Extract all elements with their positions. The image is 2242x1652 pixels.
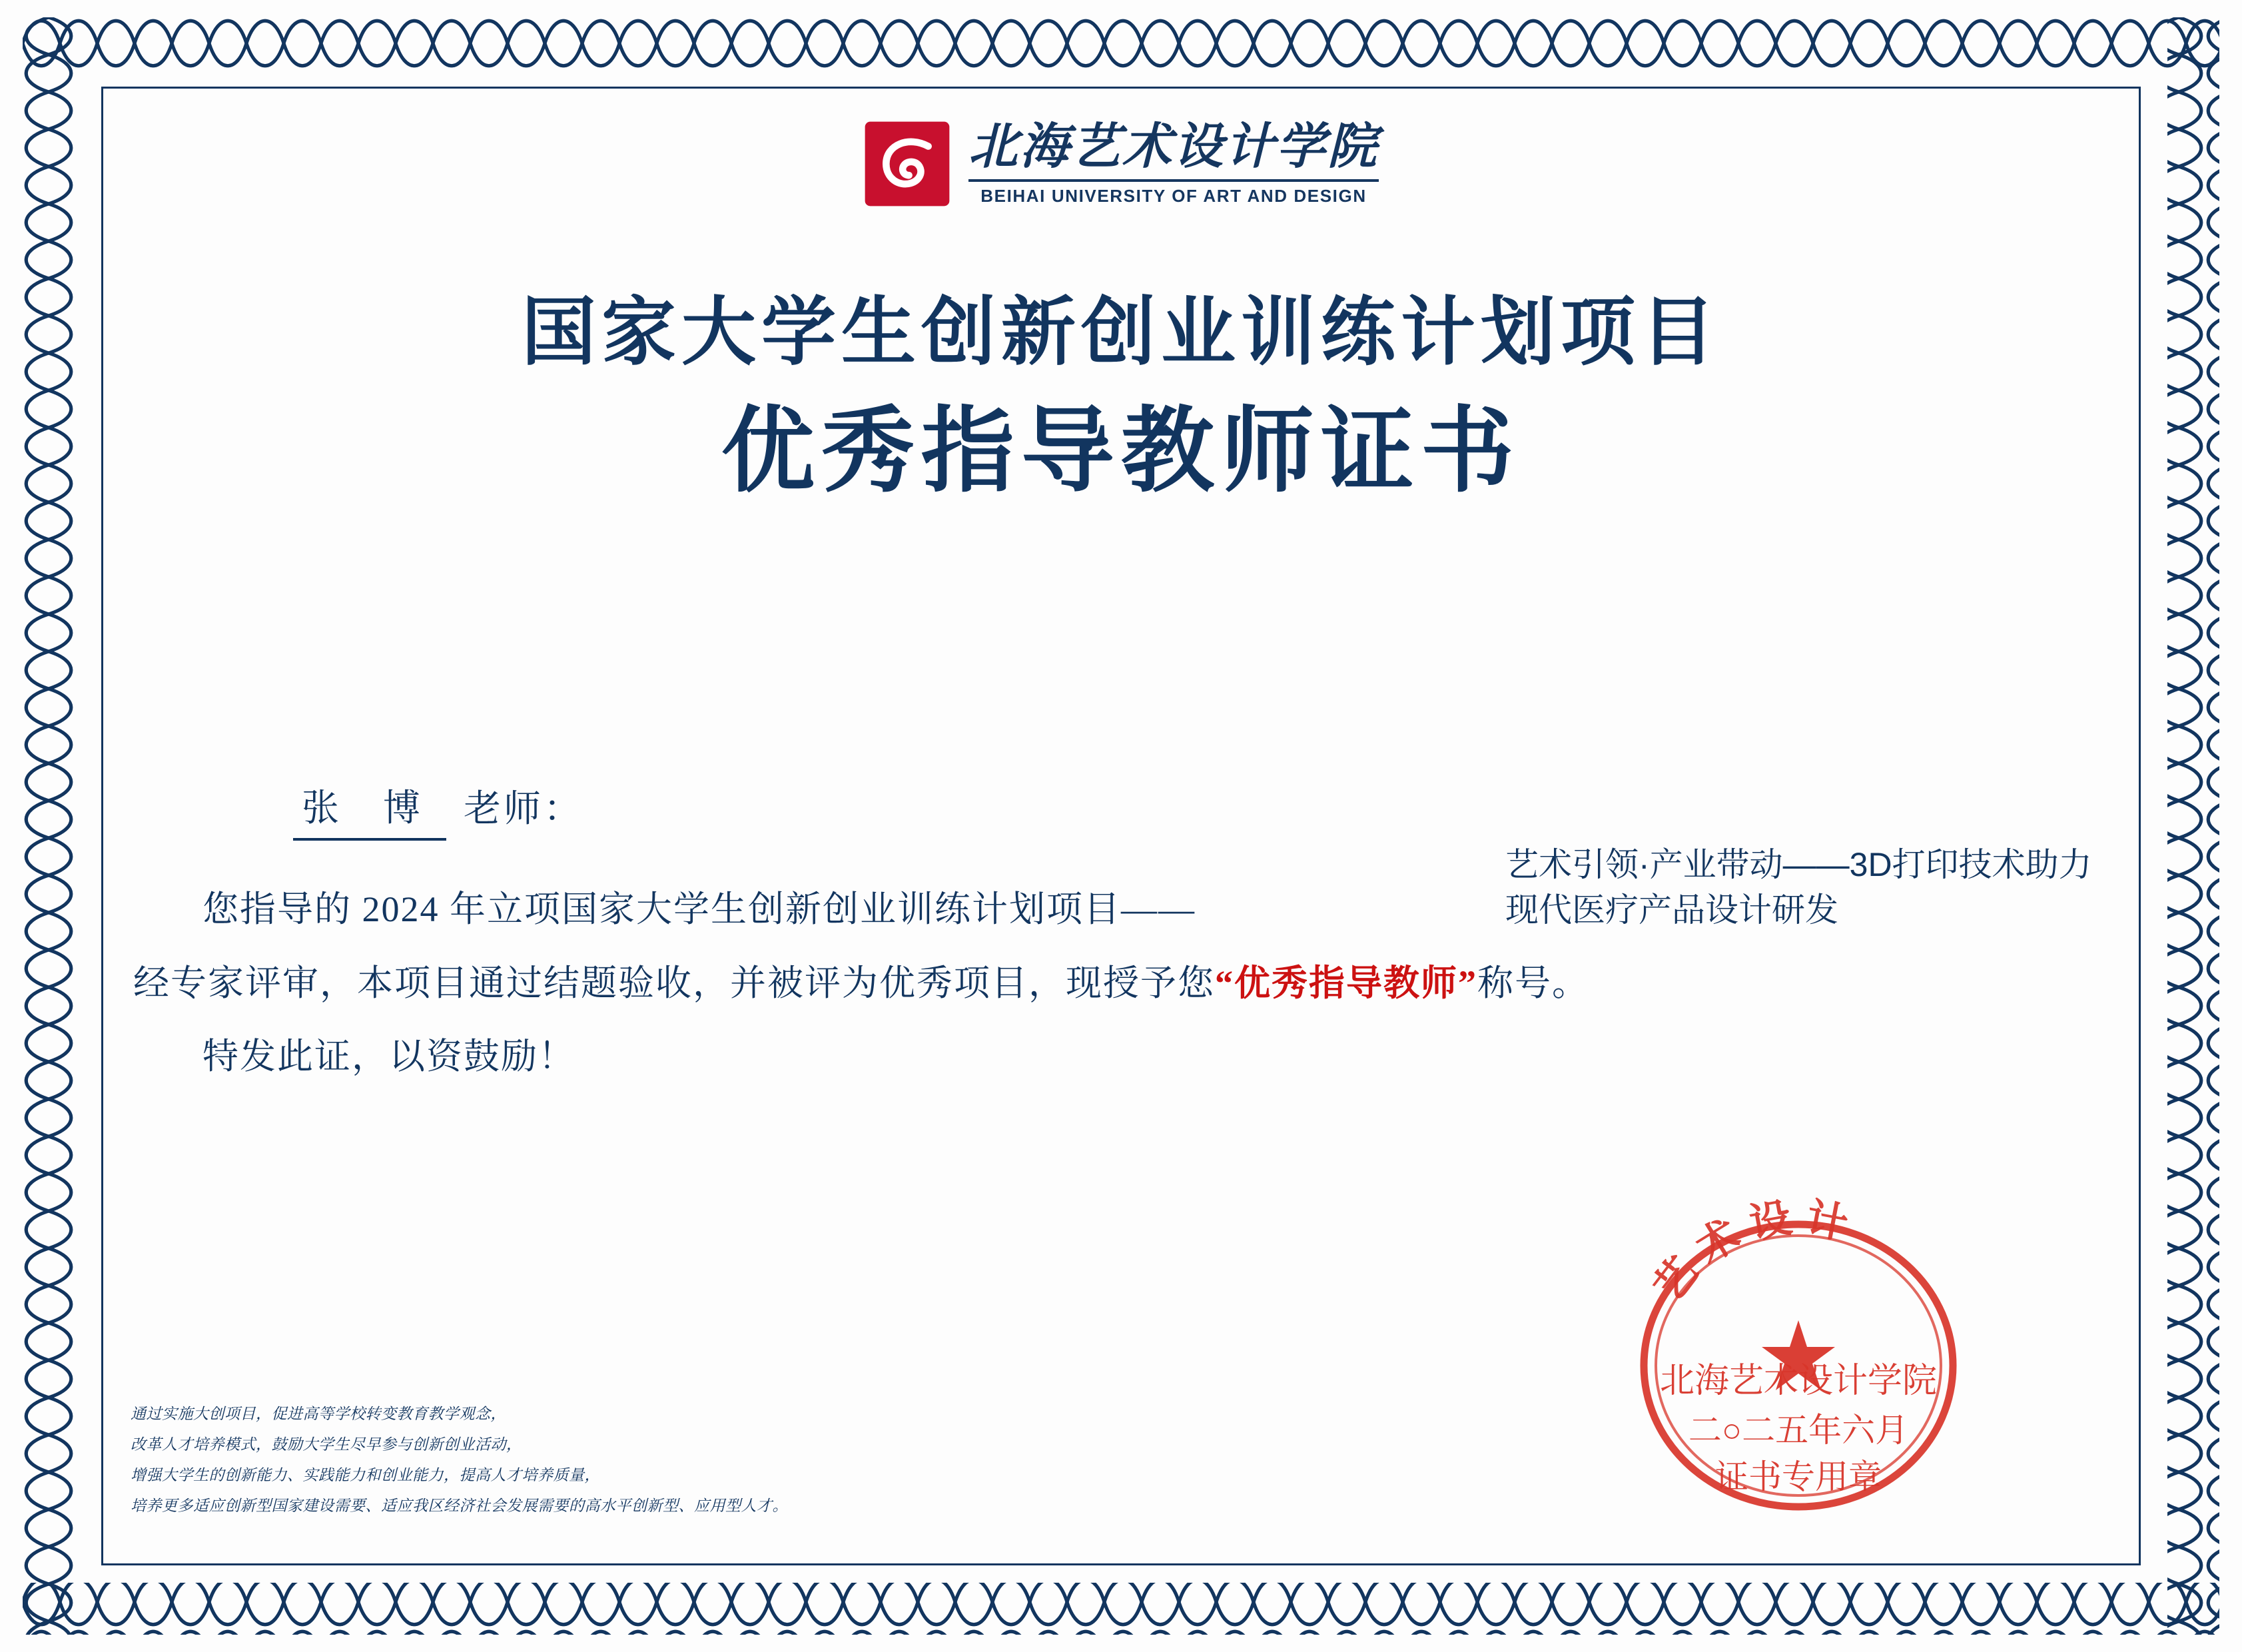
title-line-2: 优秀指导教师证书: [721, 400, 1521, 504]
logo-name-cn: 北海艺术设计学院: [968, 119, 1379, 175]
certificate-body: [133, 779, 2109, 1094]
footnote-block: [131, 1399, 788, 1521]
footnote-line: 通过实施大创项目，促进高等学校转变教育教学观念，: [131, 1406, 506, 1422]
body-line-1: 您指导的 2024 年立项国家大学生创新创业训练计划项目——: [202, 889, 1196, 929]
institution-logo: [0, 120, 2242, 208]
seal-stamp-icon: [1599, 1172, 1998, 1532]
body-line-2-pre: 经专家评审，本项目通过结题验收，并被评为优秀项目，现授予您: [133, 963, 1215, 1003]
recipient-name: 张 博: [293, 789, 446, 841]
salutation-suffix: 老师：: [464, 789, 583, 830]
project-title: 艺术引领·产业带动——3D打印技术助力现代医疗产品设计研发: [1505, 846, 2092, 929]
logo-name-en: BEIHAI UNIVERSITY OF ART AND DESIGN: [980, 186, 1367, 206]
logo-divider: [968, 179, 1379, 182]
body-line-2: [133, 947, 2109, 1021]
seal-arc-text: 艺 术 设 计: [1646, 1195, 1852, 1310]
salutation-row: [293, 779, 2109, 841]
certificate-title: [0, 286, 2242, 513]
footnote-line: 培养更多适应创新型国家建设需要、适应我区经济社会发展需要的高水平创新型、应用型人才。: [131, 1497, 788, 1514]
swirl-logo-icon: [863, 120, 951, 208]
title-line-1: 国家大学生创新创业训练计划项目: [522, 292, 1720, 374]
seal-line-2: 二○二五年六月: [1688, 1412, 1909, 1449]
honor-title: “优秀指导教师”: [1215, 963, 1477, 1003]
footnote-line: 增强大学生的创新能力、实践能力和创业能力，提高人才培养质量，: [131, 1467, 600, 1483]
footnote-line: 改革人才培养模式，鼓励大学生尽早参与创新创业活动，: [131, 1436, 522, 1453]
body-line-2-post: 称号。: [1477, 963, 1589, 1003]
official-seal: [1599, 1172, 1998, 1532]
seal-line-3: 证书专用章: [1715, 1458, 1882, 1495]
seal-line-1: 北海艺术设计学院: [1659, 1362, 1938, 1400]
body-line-3: 特发此证，以资鼓励！: [202, 1036, 575, 1077]
svg-text:艺 术 设 计: [1646, 1196, 1852, 1310]
